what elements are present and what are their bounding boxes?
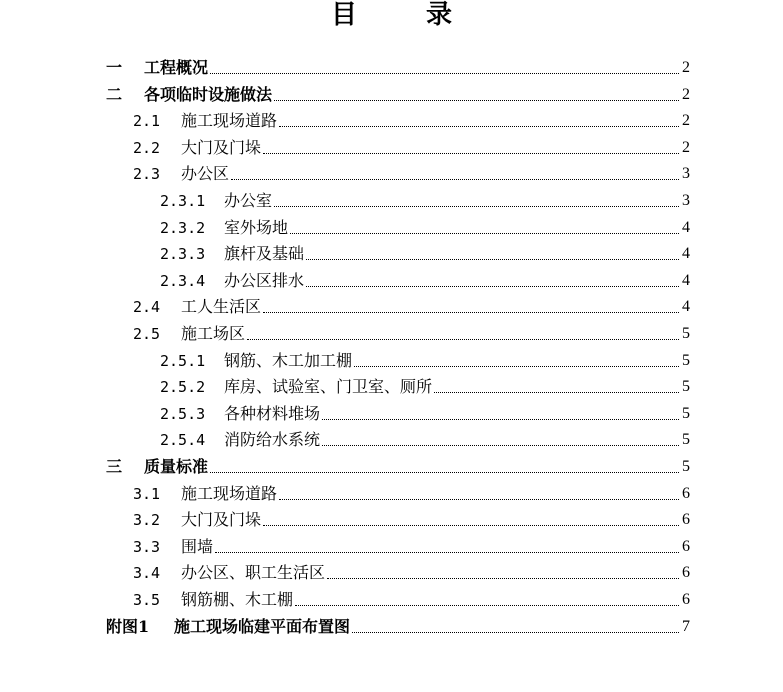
toc-entry-number: 2.3.4 [160,271,206,290]
toc-entry-number: 3.3 [133,537,161,556]
toc-entry[interactable] [133,107,690,131]
toc-entry-page-number: 6 [682,537,690,555]
toc-entry-number: 2.5.1 [160,351,206,370]
toc-leader-dots [354,365,679,367]
toc-entry-number: 一 [106,58,123,77]
toc-entry[interactable] [106,81,690,105]
toc-leader-dots [279,498,679,500]
toc-leader-dots [322,444,679,446]
toc-entry-page-number: 6 [682,484,690,502]
toc-leader-dots [210,471,679,473]
toc-leader-dots [263,524,679,526]
toc-title: 目 录 [330,0,483,30]
toc-entry[interactable] [160,400,690,424]
toc-entry-page-number: 5 [682,325,690,342]
toc-entry-number: 2.1 [133,112,161,131]
toc-entry-page-number: 5 [682,378,690,396]
toc-entry-number: 2.5.4 [160,431,206,450]
toc-entry[interactable] [106,453,690,477]
toc-leader-dots [263,311,679,313]
toc-leader-dots [306,258,679,260]
toc-entry-number: 2.5 [133,325,161,343]
toc-entry-page-number: 3 [682,165,690,183]
toc-leader-dots [295,604,679,606]
toc-entry-page-number: 5 [682,351,690,369]
toc-entry[interactable] [160,426,690,450]
toc-leader-dots [279,125,679,127]
toc-leader-dots [306,285,679,287]
toc-entry[interactable] [133,506,690,530]
toc-entry-page-number: 5 [682,404,690,422]
toc-entry[interactable] [106,54,690,78]
toc-entry-page-number: 4 [682,271,690,289]
toc-entry[interactable] [133,480,690,504]
toc-entry-number: 3.5 [133,591,161,609]
toc-entry-title: 办公室 [224,191,273,210]
toc-entry-page-number: 2 [682,112,690,130]
toc-entry[interactable] [133,320,690,344]
toc-entry-number: 3.4 [133,564,161,583]
toc-entry-page-number: 6 [682,591,690,608]
toc-entry-page-number: 2 [682,85,690,103]
toc-entry-title: 大门及门垛 [181,137,262,157]
toc-entry-title: 施工现场道路 [181,483,278,503]
toc-entry-page-number: 6 [682,511,690,529]
toc-entry-number: 2.3.3 [160,245,206,264]
toc-entry-page-number: 5 [682,458,690,475]
toc-entry-title: 工人生活区 [181,297,262,317]
toc-entry-title: 施工现场临建平面布置图 [174,616,351,636]
toc-leader-dots [247,338,679,340]
toc-entry-title: 各项临时设施做法 [144,84,273,104]
toc-entry-page-number: 4 [682,298,690,316]
toc-entry-page-number: 7 [682,617,690,635]
toc-entry-page-number: 2 [682,138,690,156]
toc-entry-number: 3.2 [133,511,161,530]
toc-entry[interactable] [133,533,690,557]
toc-entry-page-number: 4 [682,218,690,236]
toc-entry[interactable] [160,187,690,211]
toc-entry[interactable] [133,559,690,583]
toc-entry-title: 办公区、职工生活区 [181,563,326,583]
toc-entry-number: 2.3.2 [160,218,206,237]
toc-entry-number: 二 [106,84,123,104]
toc-entry-title: 钢筋棚、木工棚 [181,590,294,609]
toc-entry[interactable] [160,267,690,291]
toc-entry-page-number: 5 [682,431,690,449]
toc-entry-title: 施工现场道路 [181,111,278,131]
toc-entry-number: 附图1 [106,616,150,636]
toc-leader-dots [231,178,679,180]
toc-entry-number: 三 [106,457,123,476]
toc-entry[interactable] [133,160,690,184]
toc-entry[interactable] [160,373,690,397]
toc-leader-dots [290,232,679,234]
toc-entry[interactable] [133,586,690,610]
toc-leader-dots [274,205,679,207]
toc-entry[interactable] [106,613,690,637]
toc-leader-dots [274,99,679,101]
toc-entry-title: 旗杆及基础 [224,244,305,264]
toc-entry-title: 施工场区 [181,324,246,343]
toc-entry-number: 2.3.1 [160,192,206,210]
toc-leader-dots [215,551,679,553]
toc-leader-dots [327,577,679,579]
toc-entry-page-number: 2 [682,59,690,76]
toc-entry-number: 2.4 [133,298,161,317]
toc-entry-number: 3.1 [133,484,161,503]
toc-entry-number: 2.5.2 [160,378,206,397]
toc-entry-title: 室外场地 [224,217,289,237]
toc-entry[interactable] [133,134,690,158]
toc-entry-title: 工程概况 [144,58,209,77]
toc-entry-number: 2.2 [133,138,161,157]
toc-entry-title: 消防给水系统 [224,430,321,450]
toc-entry[interactable] [160,347,690,371]
toc-entry-title: 质量标准 [144,457,209,476]
toc-entry[interactable] [160,240,690,264]
toc-leader-dots [263,152,679,154]
toc-entry-title: 办公区 [181,164,230,184]
toc-entry-title: 大门及门垛 [181,510,262,530]
toc-entry-title: 办公区排水 [224,270,305,290]
toc-entry[interactable] [160,214,690,238]
toc-leader-dots [352,631,679,633]
toc-leader-dots [322,418,679,420]
toc-leader-dots [210,72,679,74]
toc-entry-title: 各种材料堆场 [224,403,321,423]
toc-leader-dots [434,391,679,393]
toc-entry-title: 围墙 [181,536,214,556]
toc-entry-number: 2.3 [133,165,161,184]
toc-entry[interactable] [133,293,690,317]
toc-entry-title: 钢筋、木工加工棚 [224,350,353,370]
toc-entry-title: 库房、试验室、门卫室、厕所 [224,377,433,397]
toc-entry-page-number: 3 [682,192,690,209]
toc-entry-page-number: 4 [682,245,690,263]
toc-entry-number: 2.5.3 [160,404,206,423]
toc-entry-page-number: 6 [682,564,690,582]
